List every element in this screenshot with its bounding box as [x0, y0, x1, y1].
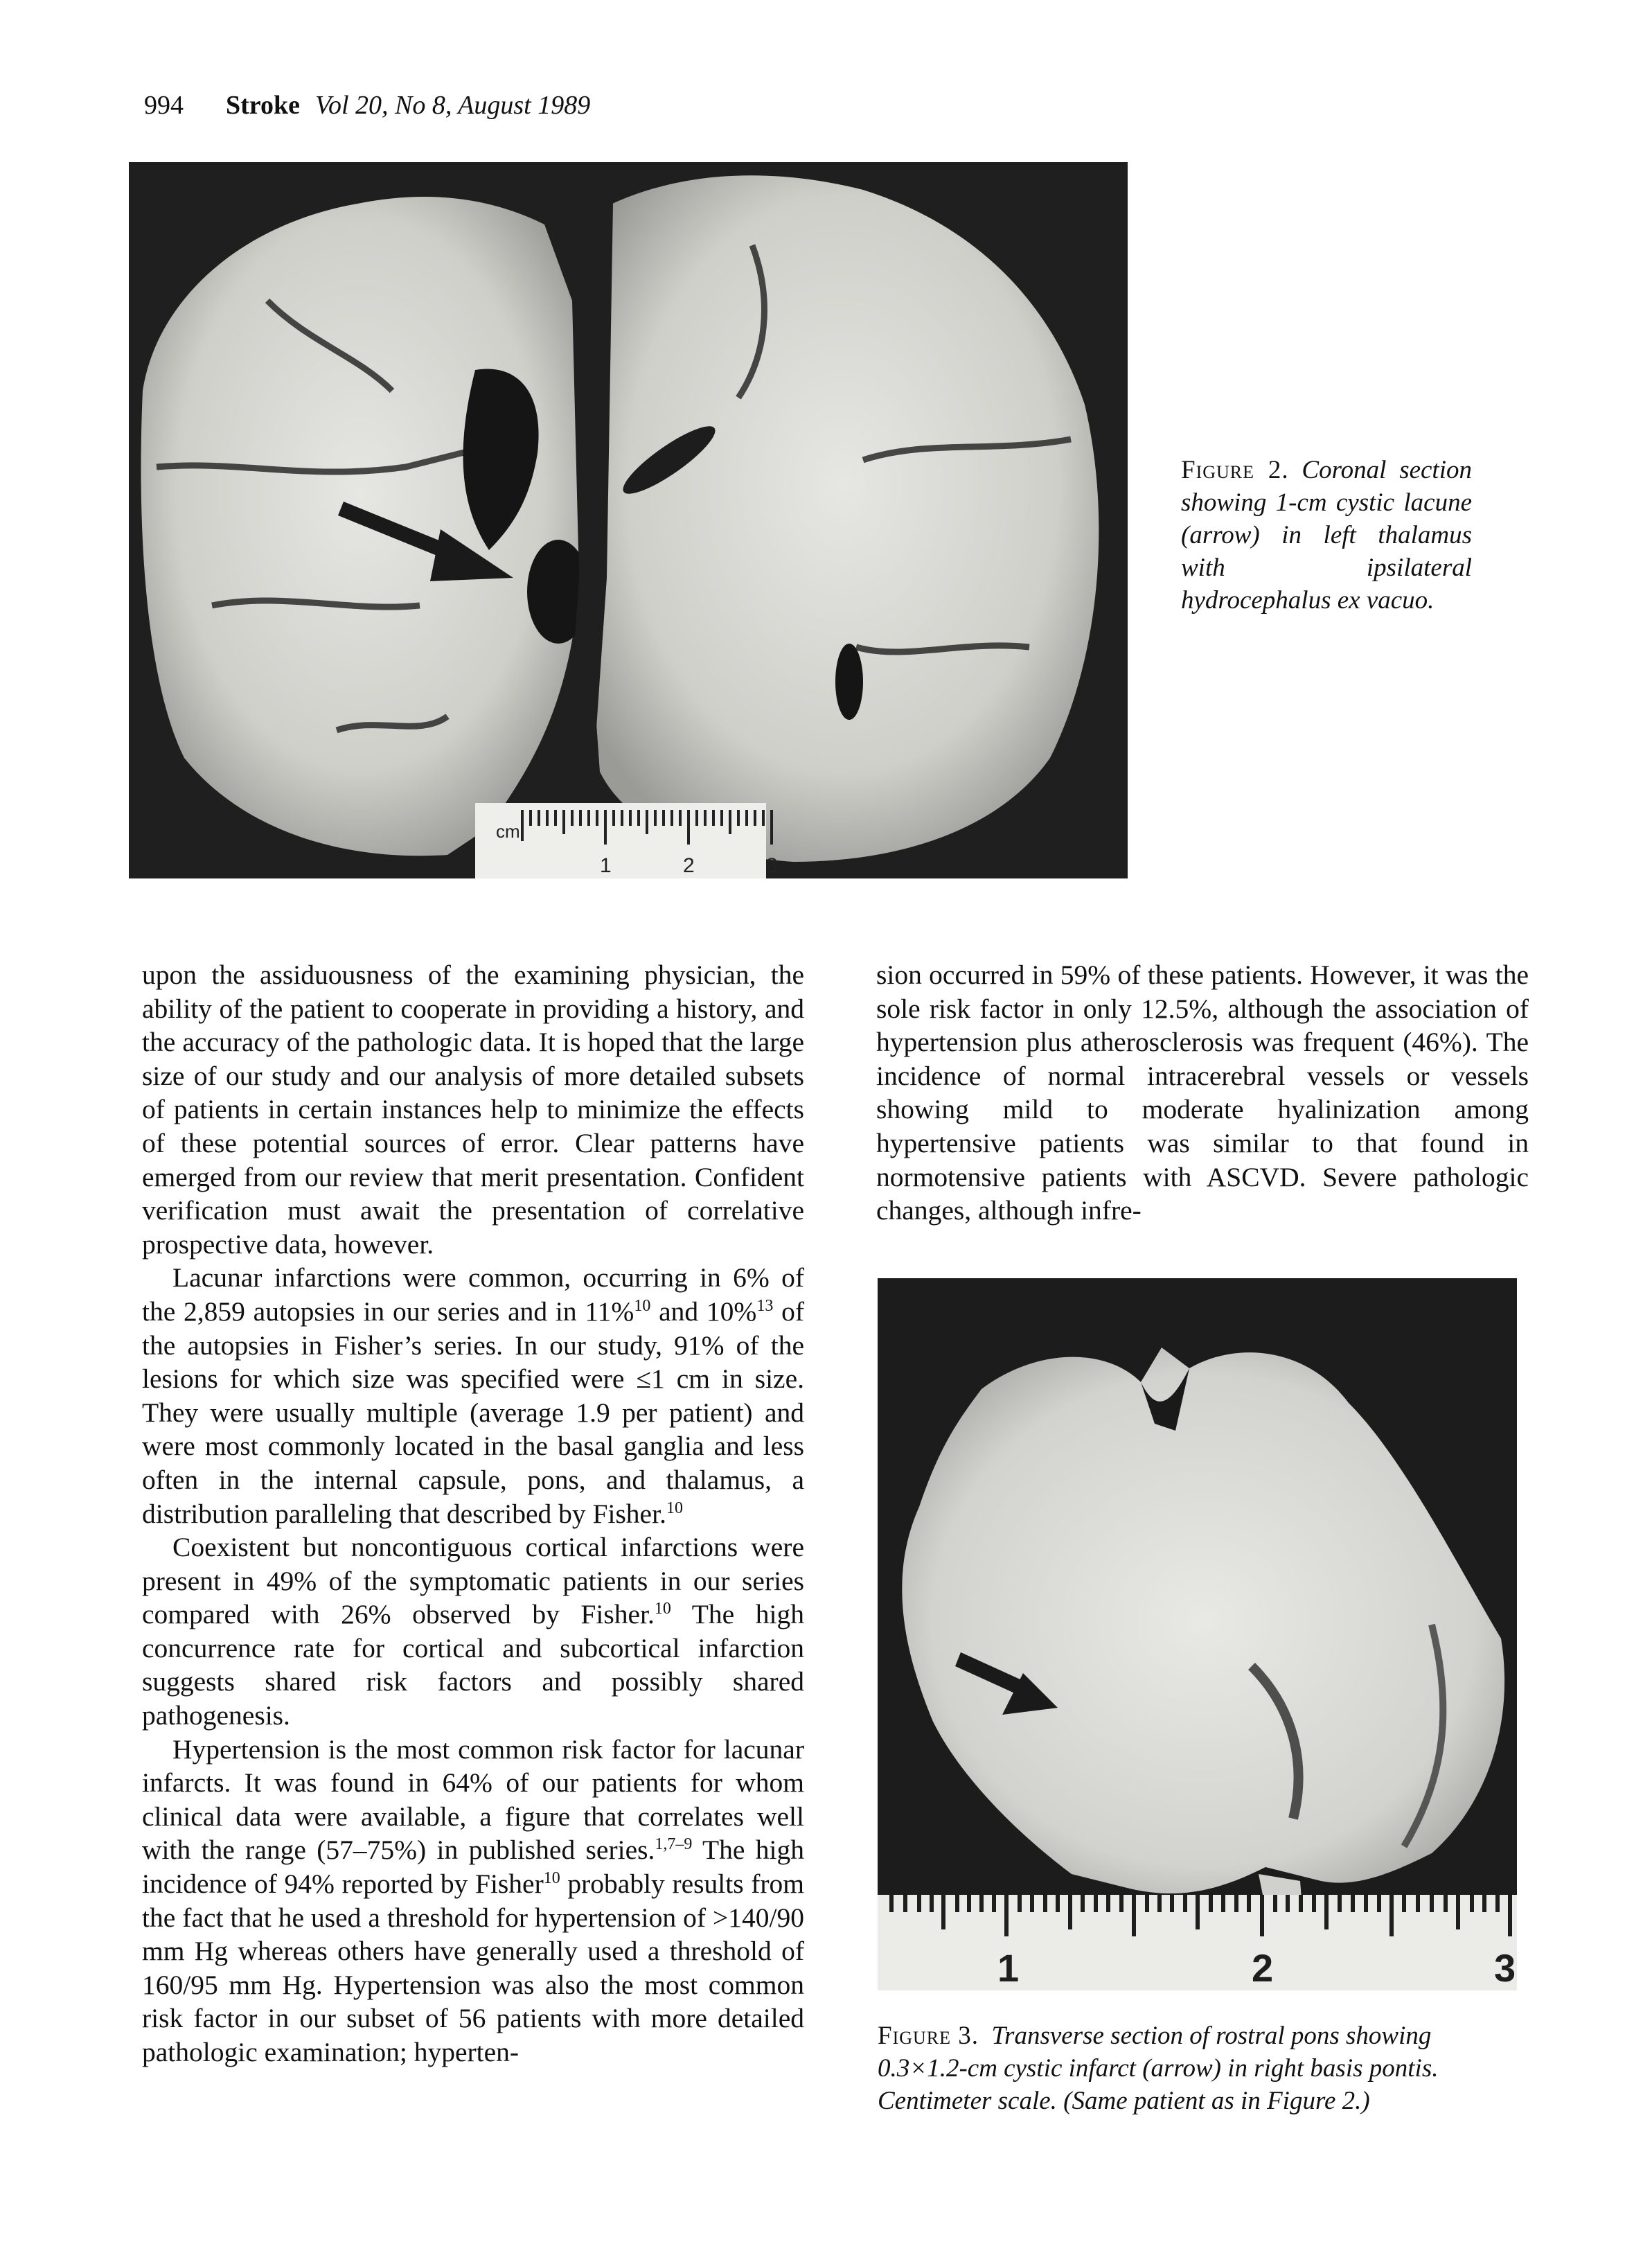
scale-label-2: 2 — [1252, 1946, 1274, 1990]
figure-2-caption-text: Coronal section showing 1-cm cystic lacune (arrow) in left thalamus with ipsilateral hydrocephalus ex vacuo. — [1181, 456, 1472, 615]
centimeter-ruler — [475, 803, 778, 878]
scale-label-3: 3 — [1494, 1946, 1516, 1990]
figure-3-image — [878, 1278, 1517, 1990]
citation: 10 — [654, 1600, 671, 1618]
paragraph: Lacunar infarctions were common, occurring in 6% of the 2,859 autopsies in our series and in 11%$^{10}$ and 10%$^{13}$ of the autopsies in Fisher’s series. In our study, 91% of the lesions for which size was specified were ≤1 cm in size. They were usually multiple (average 1.9 per patient) and were most commonly located in the basal ganglia and less often in the internal capsule, pons, and thalamus, a distribution paralleling that described by Fisher.$^{10}$ — [142, 1262, 804, 1529]
figure-2-image — [129, 162, 1128, 878]
scale-label-1: 1 — [997, 1946, 1020, 1990]
body-text-left-column — [142, 958, 804, 2069]
figure-2-caption — [1181, 454, 1472, 617]
centimeter-scale — [878, 1895, 1517, 1990]
citation: 13 — [756, 1296, 774, 1315]
svg-text:cm: cm — [496, 821, 520, 842]
running-header — [144, 90, 590, 121]
page-number: 994 — [144, 91, 184, 120]
brain-right-hemisphere — [586, 175, 1099, 862]
ruler-label-2: 2 — [683, 854, 695, 877]
paragraph: Coexistent but noncontiguous cortical infarctions were present in 49% of the symptomatic patients in our series compared with 26% observed by Fisher.$^{10}$ The high concurrence rate for cortical and subcortical infarction suggests shared risk factors and possibly shared pathogenesis. — [142, 1532, 805, 1731]
journal-issue: Vol 20, No 8, August 1989 — [314, 91, 591, 120]
brain-left-hemisphere — [141, 197, 580, 856]
citation: 10 — [666, 1499, 683, 1517]
citation: 10 — [634, 1296, 651, 1315]
figure-3-label: Figure 3. — [878, 2022, 979, 2050]
journal-name: Stroke — [226, 91, 300, 120]
ruler-label-1: 1 — [600, 854, 612, 877]
citation: 1,7–9 — [655, 1835, 693, 1854]
paragraph: sion occurred in 59% of these patients. However, it was the sole risk factor in only 12.5%, although the association of hypertension plus atherosclerosis was frequent (46%). The incidence of normal intracerebral vessels or vessels showing mild to moderate hyalinization among hypertensive patients was similar to that found in normotensive patients with ASCVD. Severe pathologic changes, although infre- — [876, 960, 1529, 1226]
paragraph: Hypertension is the most common risk factor for lacunar infarcts. It was found in 64% of our patients for whom clinical data were available, a figure that correlates well with the range (57–75%) in published series.$^{1,7-9}$ The high incidence of 94% reported by Fisher$^{10}$ probably results from the fact that he used a threshold for hypertension of >140/90 mm Hg whereas others have generally used a threshold of 160/95 mm Hg. Hypertension was also the most common risk factor in our subset of 56 patients with more detailed pathologic examination; hyperten- — [142, 1733, 804, 2067]
figure-3-caption-text: Transverse section of rostral pons showing 0.3×1.2-cm cystic infarct (arrow) in right basis pontis. Centimeter scale. (Same patient as in Figure 2.) — [878, 2022, 1439, 2115]
pons-section — [902, 1348, 1504, 1893]
body-text-right-column — [876, 958, 1529, 1228]
figure-3-caption — [878, 2020, 1515, 2117]
ruler-label-3: 3 — [766, 854, 778, 877]
citation: 10 — [543, 1868, 560, 1887]
figure-2-label: Figure 2. — [1181, 456, 1289, 484]
paragraph: upon the assiduousness of the examining physician, the ability of the patient to cooperate in providing a history, and the accuracy of the pathologic data. It is hoped that the large size of our study and our analysis of more detailed subsets of patients in certain instances help to minimize the effects of these potential sources of error. Clear patterns have emerged from our review that merit presentation. Confident verification must await the presentation of correlative prospective data, however. — [142, 960, 804, 1260]
